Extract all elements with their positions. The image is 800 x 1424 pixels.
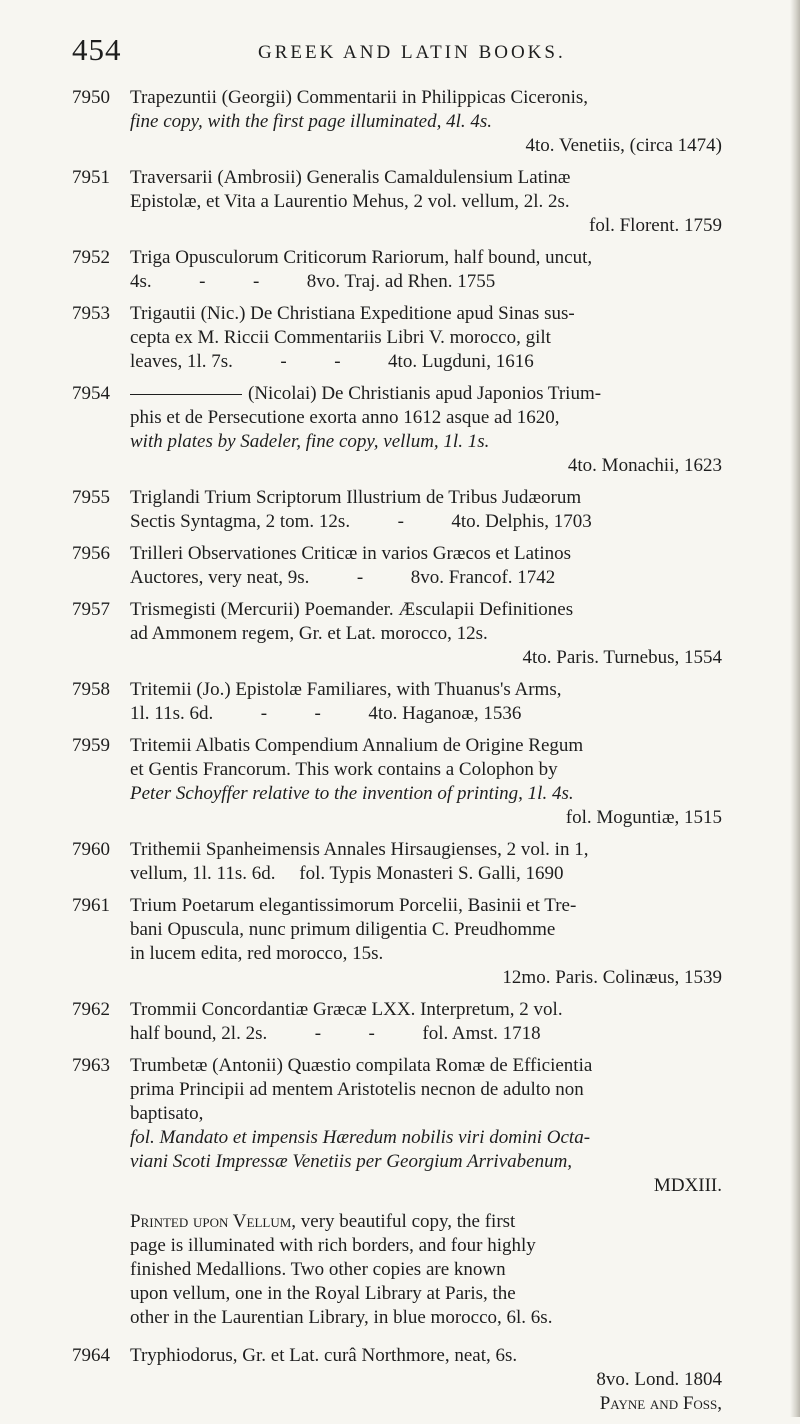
- entry-line: vellum, 1l. 11s. 6d. fol. Typis Monasteri S. Galli, 1690: [130, 863, 564, 884]
- entry-line: other in the Laurentian Library, in blue morocco, 6l. 6s.: [130, 1307, 553, 1328]
- entry-line: [130, 110, 732, 134]
- entry-line: upon vellum, one in the Royal Library at Paris, the: [130, 1283, 516, 1304]
- entry-line: finished Medallions. Two other copies are known: [130, 1259, 506, 1280]
- running-head: GREEK AND LATIN BOOKS.: [258, 42, 566, 63]
- list-item: [72, 486, 732, 534]
- list-item: [72, 166, 732, 238]
- lot-number: 7959: [72, 735, 110, 756]
- list-item: [72, 86, 732, 158]
- lot-number: 7963: [72, 1055, 110, 1076]
- list-item: [72, 678, 732, 726]
- entry-line-text: fine copy, with the first page illuminated, 4l. 4s.: [130, 111, 493, 132]
- entry-line-text: with plates by Sadeler, fine copy, vellum, 1l. 1s.: [130, 431, 490, 452]
- entry-line: Epistolæ, et Vita a Laurentio Mehus, 2 vol. vellum, 2l. 2s.: [130, 191, 570, 212]
- entry-line: page is illuminated with rich borders, and four highly: [130, 1235, 536, 1256]
- list-item: [72, 1344, 732, 1416]
- printer-imprint: Payne and Foss,: [599, 1393, 722, 1414]
- entry-imprint: 4to. Monachii, 1623: [567, 455, 722, 476]
- lot-number: 7960: [72, 839, 110, 860]
- entry-line: leaves, 1l. 7s. - - 4to. Lugduni, 1616: [130, 351, 534, 372]
- entry-line: [130, 430, 732, 454]
- lot-number: 7958: [72, 679, 110, 700]
- list-item: [72, 382, 732, 478]
- lot-number: 7956: [72, 543, 110, 564]
- page-edge: [790, 0, 800, 1417]
- list-item: [72, 838, 732, 886]
- list-item: [72, 734, 732, 830]
- entry-line: cepta ex M. Riccii Commentariis Libri V. morocco, gilt: [130, 327, 551, 348]
- list-item: [72, 542, 732, 590]
- entry-line: [130, 1210, 732, 1234]
- entry-line: bani Opuscula, nunc primum diligentia C. Preudhomme: [130, 919, 556, 940]
- entry-line: 4s. - - 8vo. Traj. ad Rhen. 1755: [130, 271, 496, 292]
- entry-line: Trismegisti (Mercurii) Poemander. Æsculapii Definitiones: [130, 599, 574, 620]
- ditto-dash: [130, 394, 242, 395]
- lot-number: 7953: [72, 303, 110, 324]
- list-item: [72, 246, 732, 294]
- entry-line: Sectis Syntagma, 2 tom. 12s. - 4to. Delphis, 1703: [130, 511, 592, 532]
- entry-line-text: fol. Mandato et impensis Hæredum nobilis viri domini Octa-: [130, 1127, 591, 1148]
- entry-line: Trigautii (Nic.) De Christiana Expeditione apud Sinas sus-: [130, 303, 575, 324]
- catalogue-list: [72, 86, 732, 1424]
- entry-line: Trilleri Observationes Criticæ in varios Græcos et Latinos: [130, 543, 571, 564]
- entry-line: Tryphiodorus, Gr. et Lat. curâ Northmore, neat, 6s.: [130, 1345, 518, 1366]
- entry-imprint: fol. Florent. 1759: [589, 215, 722, 236]
- entry-line: [130, 1150, 732, 1174]
- entry-note: [130, 1210, 732, 1330]
- entry-line: Trapezuntii (Georgii) Commentarii in Philippicas Ciceronis,: [130, 87, 589, 108]
- entry-imprint: 4to. Venetiis, (circa 1474): [525, 135, 722, 156]
- lot-number: 7962: [72, 999, 110, 1020]
- lot-number: 7961: [72, 895, 110, 916]
- lot-number: 7952: [72, 247, 110, 268]
- entry-line: [130, 382, 732, 406]
- entry-line: et Gentis Francorum. This work contains a Colophon by: [130, 759, 558, 780]
- entry-line-text: viani Scoti Impressæ Venetiis per Georgium Arrivabenum,: [130, 1151, 573, 1172]
- entry-line: Triga Opusculorum Criticorum Rariorum, half bound, uncut,: [130, 247, 593, 268]
- list-item: [72, 998, 732, 1046]
- lot-number: 7957: [72, 599, 110, 620]
- entry-imprint: 4to. Paris. Turnebus, 1554: [522, 647, 722, 668]
- page-header: [72, 32, 722, 72]
- lot-number: 7951: [72, 167, 110, 188]
- list-item: [72, 1054, 732, 1330]
- entry-line: Trommii Concordantiæ Græcæ LXX. Interpretum, 2 vol.: [130, 999, 563, 1020]
- entry-line: prima Principii ad mentem Aristotelis necnon de adulto non: [130, 1079, 584, 1100]
- entry-line: Trumbetæ (Antonii) Quæstio compilata Romæ de Efficientia: [130, 1055, 593, 1076]
- lot-number: 7954: [72, 383, 110, 404]
- entry-line: [130, 1126, 732, 1150]
- entry-line: Auctores, very neat, 9s. - 8vo. Francof. 1742: [130, 567, 556, 588]
- entry-line: phis et de Persecutione exorta anno 1612 asque ad 1620,: [130, 407, 560, 428]
- entry-line-text: very beautiful copy, the first: [296, 1211, 516, 1232]
- entry-line: [130, 782, 732, 806]
- entry-line: Triglandi Trium Scriptorum Illustrium de Tribus Judæorum: [130, 487, 582, 508]
- entry-imprint: 8vo. Lond. 1804: [596, 1369, 722, 1390]
- entry-line-text: Peter Schoyffer relative to the invention of printing, 1l. 4s.: [130, 783, 574, 804]
- entry-line-text: (Nicolai) De Christianis apud Japonios Trium-: [248, 383, 602, 404]
- entry-line: 1l. 11s. 6d. - - 4to. Haganoæ, 1536: [130, 703, 522, 724]
- entry-line: ad Ammonem regem, Gr. et Lat. morocco, 12s.: [130, 623, 488, 644]
- entry-line: baptisato,: [130, 1103, 204, 1124]
- lot-number: 7955: [72, 487, 110, 508]
- entry-line: Trithemii Spanheimensis Annales Hirsaugienses, 2 vol. in 1,: [130, 839, 589, 860]
- entry-line: in lucem edita, red morocco, 15s.: [130, 943, 384, 964]
- entry-line: Traversarii (Ambrosii) Generalis Camaldulensium Latinæ: [130, 167, 571, 188]
- list-item: [72, 894, 732, 990]
- note-lead: Printed upon Vellum,: [130, 1211, 297, 1232]
- list-item: [72, 302, 732, 374]
- entry-imprint: MDXIII.: [653, 1175, 722, 1196]
- list-item: [72, 598, 732, 670]
- entry-line: half bound, 2l. 2s. - - fol. Amst. 1718: [130, 1023, 541, 1044]
- entry-line: Tritemii (Jo.) Epistolæ Familiares, with Thuanus's Arms,: [130, 679, 562, 700]
- entry-imprint: 12mo. Paris. Colinæus, 1539: [502, 967, 722, 988]
- entry-line: Tritemii Albatis Compendium Annalium de Origine Regum: [130, 735, 584, 756]
- entry-imprint: fol. Moguntiæ, 1515: [565, 807, 722, 828]
- lot-number: 7950: [72, 87, 110, 108]
- lot-number: 7964: [72, 1345, 110, 1366]
- page-number: 454: [72, 32, 122, 67]
- entry-line: Trium Poetarum elegantissimorum Porcelii, Basinii et Tre-: [130, 895, 577, 916]
